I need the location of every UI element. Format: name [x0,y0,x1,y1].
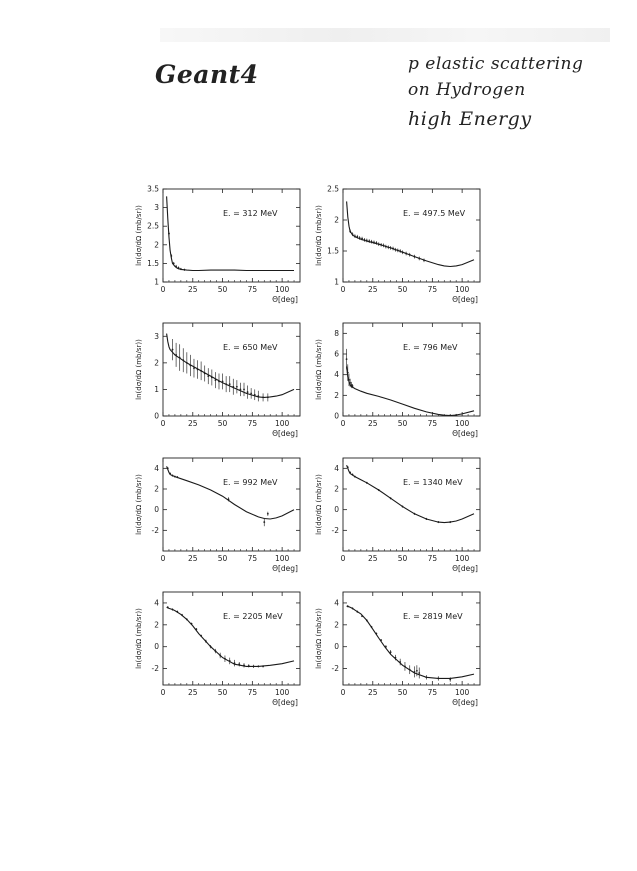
x-axis-label: Θ[deg] [272,429,298,438]
x-axis-label: Θ[deg] [452,698,478,707]
y-tick-label: 1 [334,277,339,287]
chart-panel-8 [315,592,480,707]
data-point [263,521,265,523]
x-axis-label: Θ[deg] [452,429,478,438]
y-tick-label: 4 [154,598,159,608]
y-tick-label: 2 [334,215,339,225]
x-tick-label: 0 [340,419,346,428]
energy-label: E. = 992 MeV [223,478,278,487]
data-points [346,349,457,417]
y-tick-label: 4 [154,463,159,473]
x-tick-label: 25 [188,285,198,294]
energy-label: E. = 497.5 MeV [403,209,466,218]
y-tick-label: 3 [154,331,159,341]
y-axis-label: ln(dσ/dΩ (mb/sr)) [315,205,323,266]
x-tick-label: 0 [160,285,166,294]
plot-frame [163,189,300,282]
x-tick-label: 0 [340,688,346,697]
handwritten-note-line1: p elastic scattering [408,54,584,74]
plot-frame [343,458,480,551]
plot-frame [343,189,480,282]
x-tick-label: 100 [454,554,470,563]
chart-panel-4 [315,323,480,438]
x-tick-label: 25 [368,554,378,563]
y-tick-label: -2 [331,664,339,674]
y-tick-label: 0 [154,505,159,515]
x-tick-label: 0 [160,554,166,563]
x-tick-label: 25 [368,419,378,428]
y-tick-label: 2 [154,358,159,368]
data-point [236,386,238,388]
y-axis-label: ln(dσ/dΩ (mb/sr)) [315,474,323,535]
x-tick-label: 0 [160,419,166,428]
y-tick-label: 3.5 [147,184,159,194]
data-point [172,349,174,351]
y-tick-label: 2 [334,620,339,630]
chart-panel-5 [135,458,300,573]
y-tick-label: -2 [331,525,339,535]
x-tick-label: 0 [160,688,166,697]
y-tick-label: 0 [334,411,339,421]
energy-label: E. = 1340 MeV [403,478,463,487]
data-points [167,467,269,526]
chart-panel-2 [315,185,480,305]
x-tick-label: 50 [217,285,228,294]
x-tick-label: 0 [340,554,346,563]
x-tick-label: 100 [454,688,470,697]
energy-label: E. = 2205 MeV [223,612,283,621]
x-tick-label: 50 [397,554,408,563]
y-tick-label: 2 [154,240,159,250]
x-tick-label: 75 [427,419,438,428]
x-tick-label: 50 [397,419,408,428]
x-tick-label: 25 [188,688,198,697]
x-tick-label: 75 [247,554,258,563]
x-tick-label: 100 [454,285,470,294]
x-tick-label: 75 [247,688,258,697]
data-point [229,383,231,385]
energy-label: E. = 796 MeV [403,343,458,352]
chart-panel-7 [135,592,300,707]
plot-frame [163,592,300,685]
x-tick-label: 50 [217,554,228,563]
x-axis-label: Θ[deg] [272,564,298,573]
x-tick-label: 25 [188,554,198,563]
energy-label: E. = 312 MeV [223,209,278,218]
y-tick-label: 4 [334,463,339,473]
y-axis-label: ln(dσ/dΩ (mb/sr)) [135,474,143,535]
x-tick-label: 75 [247,419,258,428]
data-points [349,229,425,262]
y-tick-label: -2 [151,525,159,535]
x-tick-label: 100 [274,419,290,428]
data-point [247,391,249,393]
y-axis-label: ln(dσ/dΩ (mb/sr)) [315,339,323,400]
chart-panel-6 [315,458,480,573]
x-tick-label: 25 [368,285,378,294]
x-tick-label: 100 [274,554,290,563]
x-tick-label: 75 [427,285,438,294]
y-tick-label: 1.5 [327,246,339,256]
data-point [418,672,420,674]
data-point [267,513,269,515]
data-point [416,670,418,672]
y-axis-label: ln(dσ/dΩ (mb/sr)) [315,608,323,669]
y-tick-label: 2 [334,484,339,494]
model-curve [347,366,474,415]
model-curve [167,196,294,270]
energy-label: E. = 650 MeV [223,343,278,352]
x-tick-label: 100 [274,688,290,697]
y-tick-label: 4 [334,370,339,380]
x-axis-label: Θ[deg] [452,295,478,304]
y-axis-label: ln(dσ/dΩ (mb/sr)) [135,339,143,400]
y-axis-label: ln(dσ/dΩ (mb/sr)) [135,608,143,669]
plot-frame [343,323,480,416]
handwritten-note-line3: high Energy [408,108,532,130]
y-tick-label: 1.5 [147,258,159,268]
x-tick-label: 0 [340,285,346,294]
y-tick-label: 2.5 [147,221,159,231]
data-points [347,466,451,523]
y-tick-label: 2 [334,390,339,400]
y-tick-label: 1 [154,384,159,394]
data-point [346,358,348,360]
y-tick-label: 0 [334,505,339,515]
x-tick-label: 25 [188,419,198,428]
chart-panel-3 [135,323,300,438]
y-axis-label: ln(dσ/dΩ (mb/sr)) [135,205,143,266]
plot-frame [163,458,300,551]
y-tick-label: 8 [334,328,339,338]
handwritten-title: Geant4 [155,60,259,89]
x-tick-label: 50 [397,688,408,697]
x-tick-label: 50 [397,285,408,294]
y-tick-label: 0 [334,642,339,652]
y-tick-label: 2 [154,620,159,630]
x-tick-label: 75 [247,285,258,294]
x-tick-label: 50 [217,688,228,697]
y-tick-label: 0 [154,411,159,421]
x-axis-label: Θ[deg] [452,564,478,573]
model-curve [347,465,474,522]
y-tick-label: 1 [154,277,159,287]
x-tick-label: 75 [427,688,438,697]
x-tick-label: 100 [274,285,290,294]
energy-label: E. = 2819 MeV [403,612,463,621]
y-tick-label: 0 [154,642,159,652]
y-tick-label: 2 [154,484,159,494]
x-axis-label: Θ[deg] [272,698,298,707]
y-tick-label: 3 [154,203,159,213]
x-tick-label: 50 [217,419,228,428]
data-point [243,389,245,391]
y-tick-label: 2.5 [327,184,339,194]
y-tick-label: -2 [151,664,159,674]
x-tick-label: 25 [368,688,378,697]
y-tick-label: 4 [334,598,339,608]
chart-panel-1 [135,185,300,305]
x-tick-label: 100 [454,419,470,428]
x-axis-label: Θ[deg] [272,295,298,304]
handwritten-note-line2: on Hydrogen [408,80,526,100]
model-curve [167,466,294,519]
x-tick-label: 75 [427,554,438,563]
y-tick-label: 6 [334,349,339,359]
